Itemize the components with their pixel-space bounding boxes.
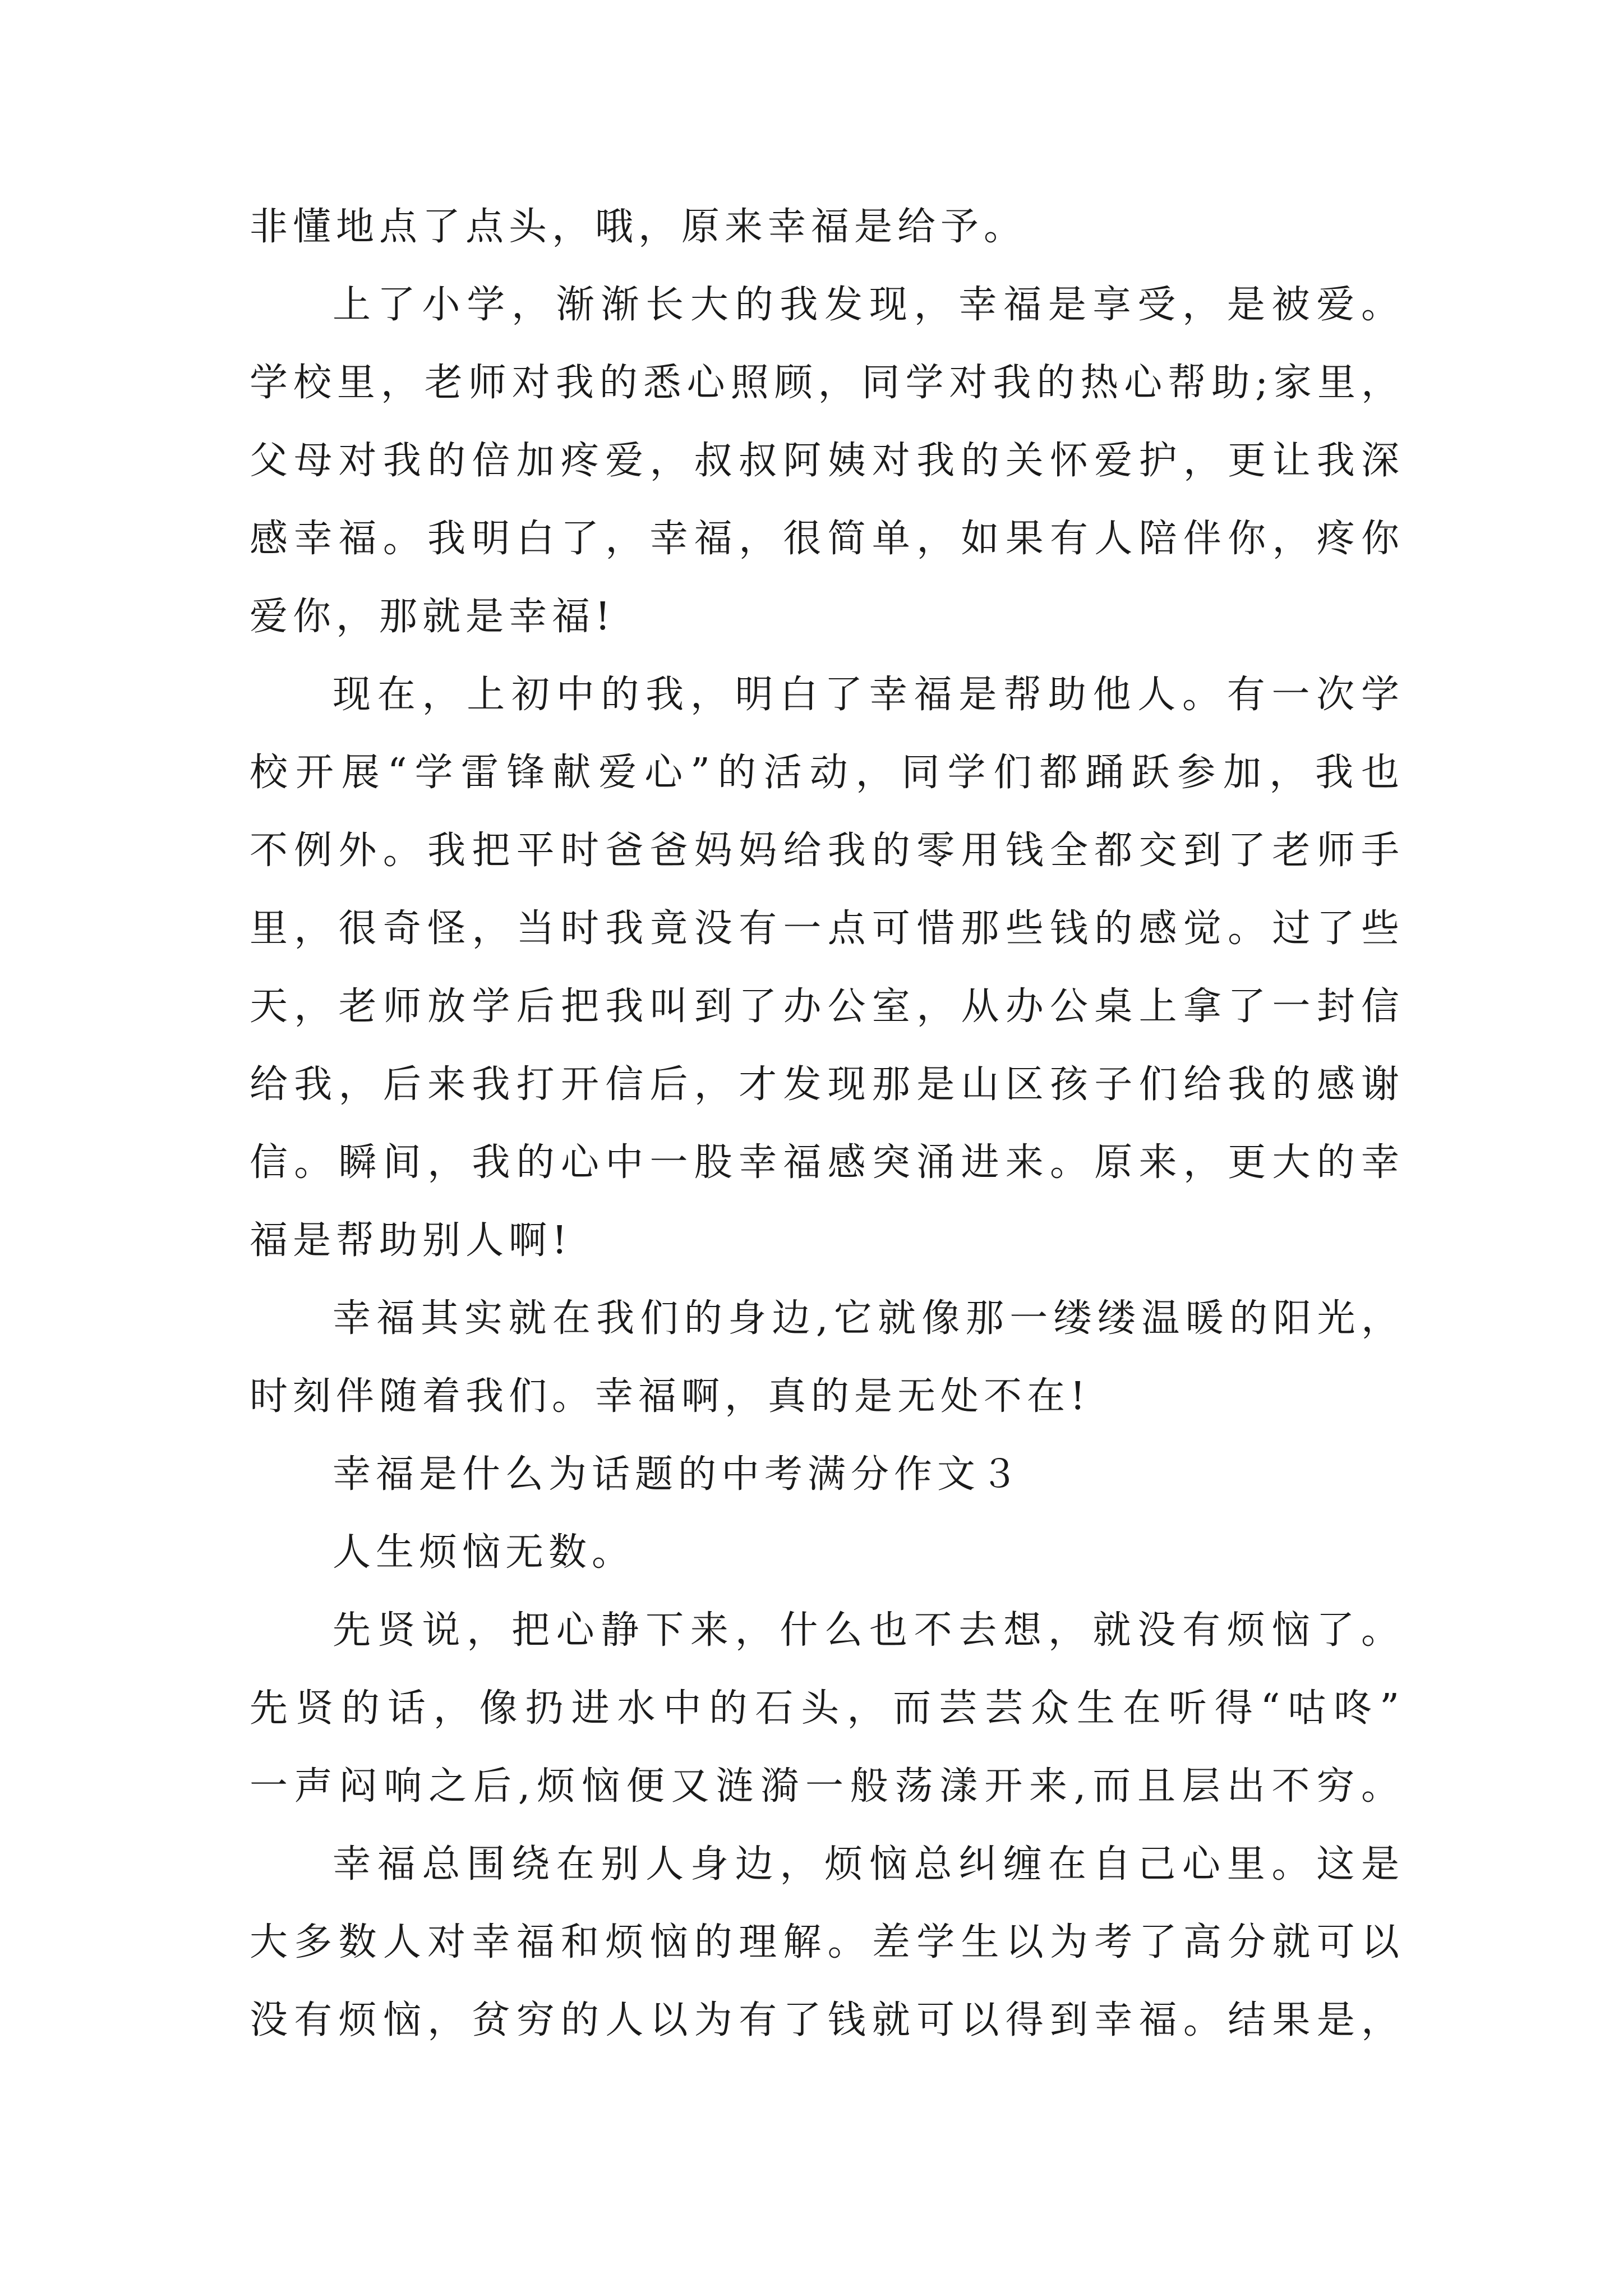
text-line: 校开展“学雷锋献爱心”的活动，同学们都踊跃参加，我也 bbox=[250, 751, 1399, 795]
text-line: 先贤的话，像扔进水中的石头，而芸芸众生在听得“咕咚” bbox=[250, 1686, 1399, 1731]
text-line: 人生烦恼无数。 bbox=[333, 1530, 635, 1575]
text-line: 没有烦恼，贫穷的人以为有了钱就可以得到幸福。结果是， bbox=[250, 1998, 1399, 2042]
text-line: 学校里，老师对我的悉心照顾，同学对我的热心帮助;家里， bbox=[250, 361, 1399, 405]
body-text bbox=[250, 188, 1399, 2059]
text-line: 先贤说，把心静下来，什么也不去想，就没有烦恼了。 bbox=[333, 1608, 1399, 1653]
text-line: 不例外。我把平时爸爸妈妈给我的零用钱全都交到了老师手 bbox=[250, 829, 1399, 873]
text-line: 上了小学，渐渐长大的我发现，幸福是享受，是被爱。 bbox=[333, 283, 1399, 327]
text-line: 里，很奇怪，当时我竟没有一点可惜那些钱的感觉。过了些 bbox=[250, 907, 1399, 951]
text-line: 非懂地点了点头，哦，原来幸福是给予。 bbox=[250, 205, 1027, 249]
text-line: 感幸福。我明白了，幸福，很简单，如果有人陪伴你，疼你 bbox=[250, 517, 1399, 561]
text-line: 幸福其实就在我们的身边,它就像那一缕缕温暖的阳光， bbox=[333, 1296, 1399, 1341]
text-line: 爱你，那就是幸福! bbox=[250, 595, 616, 639]
text-line: 一声闷响之后,烦恼便又涟漪一般荡漾开来,而且层出不穷。 bbox=[250, 1764, 1399, 1809]
text-line: 幸福总围绕在别人身边，烦恼总纠缠在自己心里。这是 bbox=[333, 1842, 1399, 1887]
text-line: 现在，上初中的我，明白了幸福是帮助他人。有一次学 bbox=[333, 673, 1399, 717]
text-line: 信。瞬间，我的心中一股幸福感突涌进来。原来，更大的幸 bbox=[250, 1140, 1399, 1185]
text-line: 给我，后来我打开信后，才发现那是山区孩子们给我的感谢 bbox=[250, 1062, 1399, 1107]
text-line: 父母对我的倍加疼爱，叔叔阿姨对我的关怀爱护，更让我深 bbox=[250, 439, 1399, 483]
text-line: 天，老师放学后把我叫到了办公室，从办公桌上拿了一封信 bbox=[250, 984, 1399, 1029]
section-heading: 幸福是什么为话题的中考满分作文３ bbox=[333, 1452, 1024, 1497]
text-line: 大多数人对幸福和烦恼的理解。差学生以为考了高分就可以 bbox=[250, 1920, 1399, 1964]
text-line: 福是帮助别人啊! bbox=[250, 1218, 573, 1263]
text-line: 时刻伴随着我们。幸福啊，真的是无处不在! bbox=[250, 1374, 1091, 1419]
